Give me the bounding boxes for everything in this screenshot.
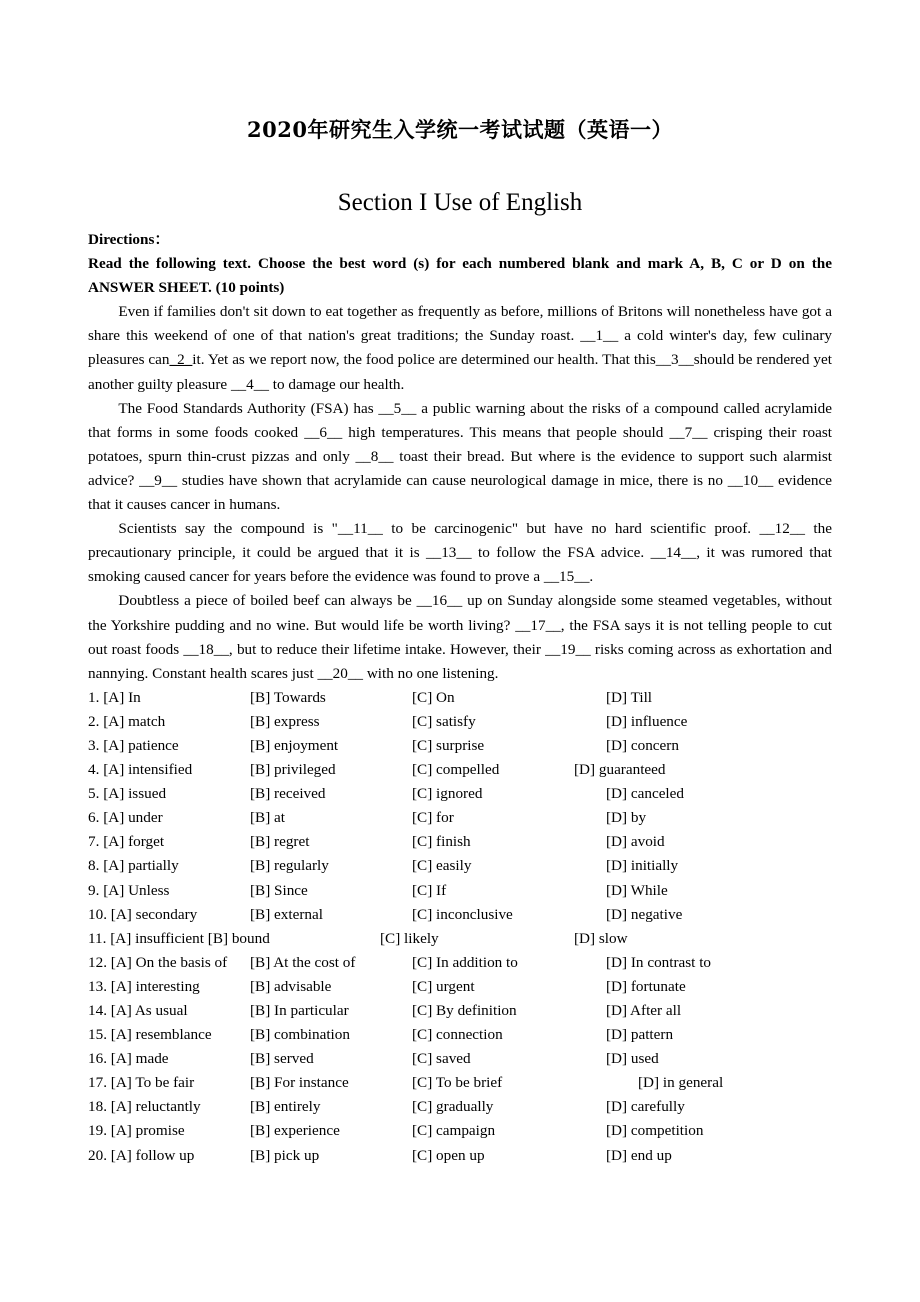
option-row-6 [88, 806, 832, 830]
directions-text: Read the following text. Choose the best word (s) for each numbered blank and mark A, B, C or D on the ANSWER SHEET. (10 points) [88, 255, 832, 297]
option-a: 20. [A] follow up [88, 1146, 195, 1164]
option-row-5 [88, 782, 832, 806]
exam-body [88, 228, 832, 1168]
option-b: [B] served [250, 1050, 314, 1068]
option-d: [D] used [606, 1050, 659, 1068]
option-d: [D] carefully [606, 1098, 685, 1116]
section-title: Section I Use of English [337, 189, 583, 216]
option-c: [C] likely [380, 929, 439, 947]
option-b: [B] regularly [250, 857, 329, 875]
passage-p1-part-a: Even if families don't sit down to eat together as frequently as before, millions of Britons will nonetheless have got a share this weekend of one of that nation's great traditions; the Sunday roast. __1__ a cold winter's day, few culinary pleasures can [88, 303, 832, 369]
option-a: 9. [A] Unless [88, 881, 170, 899]
option-row-2 [88, 710, 832, 734]
option-row-16 [88, 1047, 832, 1071]
option-b: [B] advisable [250, 977, 332, 995]
option-c: [C] campaign [412, 1122, 496, 1140]
option-c: [C] In addition to [412, 953, 518, 971]
option-a: 3. [A] patience [88, 736, 179, 754]
option-c: [C] To be brief [412, 1074, 503, 1092]
option-d: [D] After all [606, 1002, 682, 1019]
option-d: [D] by [606, 809, 647, 827]
option-d: [D] In contrast to [606, 953, 712, 971]
option-b: [B] regret [250, 833, 310, 851]
option-c: [C] connection [412, 1026, 503, 1044]
option-a: 16. [A] made [88, 1050, 169, 1068]
option-c: [C] surprise [412, 736, 485, 754]
option-b: [B] Since [250, 881, 308, 899]
option-d: [D] slow [574, 929, 628, 947]
option-c: [C] open up [412, 1146, 485, 1164]
option-d: [D] competition [606, 1122, 704, 1140]
option-c: [C] easily [412, 857, 472, 875]
passage-paragraph-1 [88, 300, 832, 396]
option-d: [D] fortunate [606, 977, 686, 995]
option-a: 7. [A] forget [88, 833, 165, 851]
option-a: 13. [A] interesting [88, 977, 200, 995]
option-c: [C] inconclusive [412, 905, 513, 923]
option-row-14 [88, 999, 832, 1023]
option-c: [C] saved [412, 1050, 471, 1068]
option-d: [D] end up [606, 1146, 672, 1164]
option-d: [D] guaranteed [574, 761, 666, 779]
option-b: [B] For instance [250, 1074, 349, 1092]
option-d: [D] influence [606, 712, 688, 730]
option-c: [C] On [412, 688, 455, 706]
option-b: [B] external [250, 905, 323, 923]
option-c: [C] ignored [412, 785, 483, 803]
option-b: [B] combination [250, 1026, 350, 1044]
option-c: [C] for [412, 809, 454, 827]
option-row-7 [88, 830, 832, 854]
page-title: 2020年研究生入学统一考试试题（英语一） [247, 117, 673, 142]
option-row-11 [88, 927, 832, 951]
option-row-13 [88, 975, 832, 999]
option-d: [D] pattern [606, 1026, 674, 1044]
option-row-15 [88, 1023, 832, 1047]
option-c: [C] urgent [412, 977, 475, 995]
option-d: [D] canceled [606, 785, 684, 803]
option-a: 8. [A] partially [88, 857, 179, 875]
passage-paragraph-4: Doubtless a piece of boiled beef can always be __16__ up on Sunday alongside some steamed vegetables, without the Yorkshire pudding and no wine. But would life be worth living? __17__, the FSA says it is not telling people to cut out roast foods __18__, but to reduce their lifetime intake. However, their __19__ risks coming across as exhortation and nannying. Constant health scares just __20__ with no one listening. [88, 592, 832, 682]
option-c: [C] finish [412, 833, 471, 851]
option-a: 11. [A] insufficient [B] bound [88, 929, 270, 947]
option-b: [B] entirely [250, 1098, 321, 1116]
option-b: [B] In particular [250, 1002, 349, 1019]
option-b: [B] At the cost of [250, 953, 356, 971]
option-d: [D] initially [606, 857, 679, 875]
option-d: [D] Till [606, 688, 653, 706]
option-row-9 [88, 879, 832, 903]
option-row-12 [88, 951, 832, 975]
option-row-17 [88, 1071, 832, 1095]
option-b: [B] at [250, 809, 286, 827]
passage-paragraph-3: Scientists say the compound is "__11__ to be carcinogenic" but have no hard scientific proof. __12__ the precautionary principle, it could be argued that it is __13__ to follow the FSA advice. __14__, it was rumored that smoking caused cancer for years before the evidence was found to prove a __15__. [88, 520, 832, 586]
option-a: 6. [A] under [88, 809, 163, 827]
option-c: [C] By definition [412, 1002, 517, 1019]
option-c: [C] If [412, 881, 447, 899]
passage-p1-part-b: it. Yet as we report now, the food police are determined our health. That this__3__should be rendered yet another guilty pleasure __4__ to damage our health. [88, 351, 832, 393]
option-d: [D] avoid [606, 833, 665, 851]
option-b: [B] Towards [250, 688, 326, 706]
option-b: [B] experience [250, 1122, 340, 1140]
option-a: 10. [A] secondary [88, 905, 198, 923]
option-a: 1. [A] In [88, 688, 141, 706]
option-a: 19. [A] promise [88, 1122, 185, 1140]
option-row-20 [88, 1144, 832, 1168]
option-d: [D] While [606, 881, 668, 899]
option-row-10 [88, 903, 832, 927]
passage-paragraph-2: The Food Standards Authority (FSA) has __5__ a public warning about the risks of a compound called acrylamide that forms in some foods cooked __6__ high temperatures. This means that people should __7__ crisping their roast potatoes, spurn thin-crust pizzas and only __8__ toast their bread. But where is the evidence to support such alarmist advice? __9__ studies have shown that acrylamide can cause neurological damage in mice, there is no __10__ evidence that it causes cancer in humans. [88, 399, 832, 514]
directions-label: Directions： [88, 231, 170, 248]
option-row-4 [88, 758, 832, 782]
option-a: 18. [A] reluctantly [88, 1098, 201, 1116]
option-c: [C] satisfy [412, 712, 476, 730]
option-b: [B] enjoyment [250, 736, 339, 754]
option-b: [B] express [250, 712, 320, 730]
option-d: [D] negative [606, 905, 683, 923]
option-b: [B] pick up [250, 1146, 320, 1164]
option-a: 4. [A] intensified [88, 761, 193, 779]
option-row-8 [88, 854, 832, 878]
options-list [88, 686, 832, 1168]
option-row-1 [88, 686, 832, 710]
option-a: 5. [A] issued [88, 785, 167, 803]
option-a: 2. [A] match [88, 712, 166, 730]
option-a: 12. [A] On the basis of [88, 953, 228, 971]
option-a: 14. [A] As usual [88, 1002, 188, 1019]
option-b: [B] received [250, 785, 326, 803]
option-row-18 [88, 1095, 832, 1119]
option-a: 15. [A] resemblance [88, 1026, 212, 1044]
option-c: [C] gradually [412, 1098, 494, 1116]
option-b: [B] privileged [250, 761, 336, 779]
blank-2: _2_ [169, 351, 193, 369]
option-a: 17. [A] To be fair [88, 1074, 195, 1092]
option-row-19 [88, 1119, 832, 1143]
option-d: [D] in general [638, 1074, 724, 1092]
option-row-3 [88, 734, 832, 758]
option-d: [D] concern [606, 736, 679, 754]
option-c: [C] compelled [412, 761, 500, 779]
